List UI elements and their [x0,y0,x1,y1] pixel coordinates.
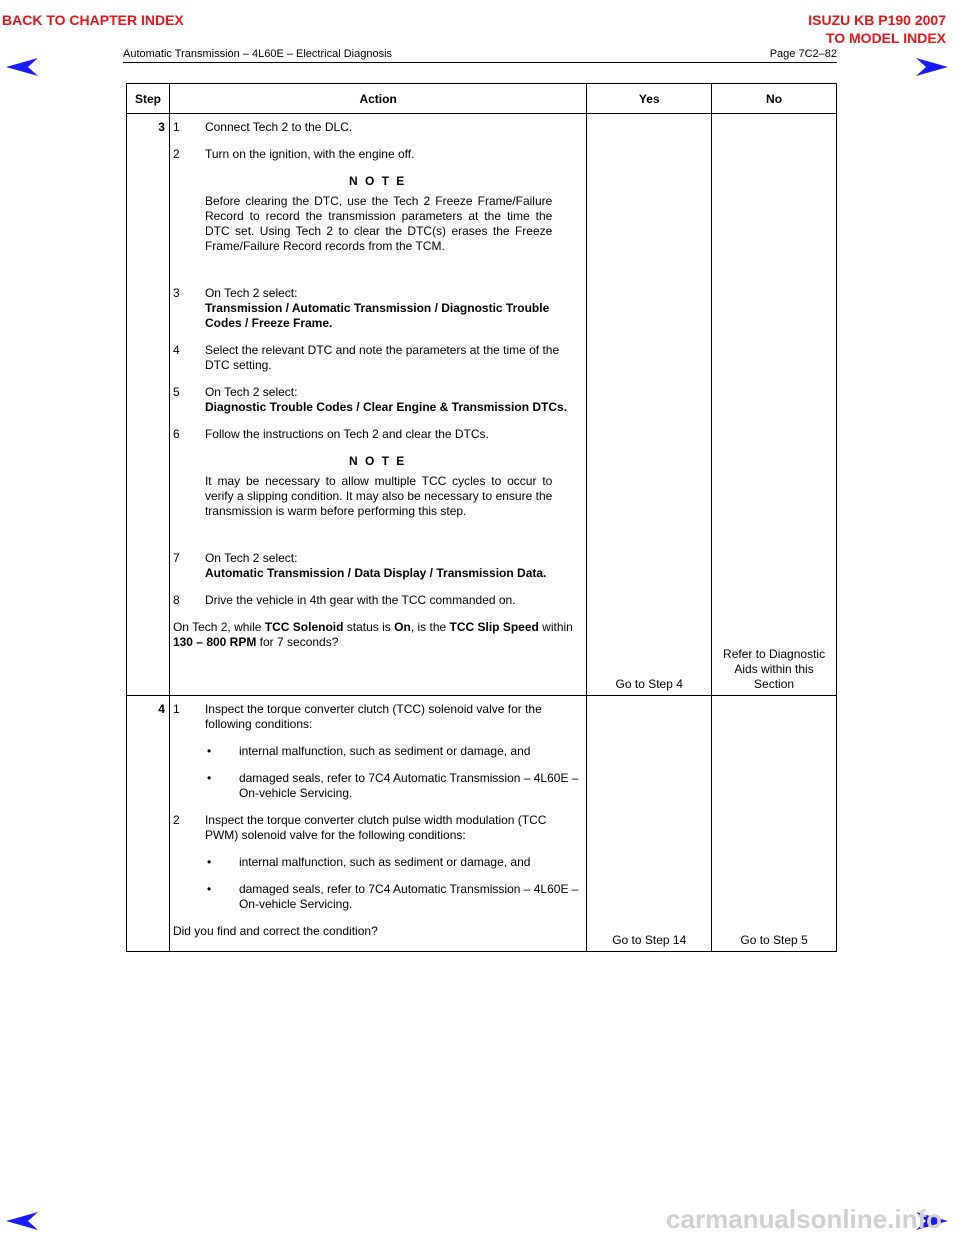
action-question: Did you find and correct the condition? [172,924,378,938]
action-item: 2 Inspect the torque converter clutch pulse width modulation (TCC PWM) solenoid valve for the following conditions: [172,813,547,842]
watermark: carmanualsonline.info [666,1204,942,1234]
bullet-item: • internal malfunction, such as sediment or damage, and [206,855,531,869]
page-number: Page 7C2–82 [769,48,837,60]
yes-result: Go to Step 14 [587,696,712,952]
action-item: 6 Follow the instructions on Tech 2 and clear the DTCs. [172,427,489,441]
document-header-title: Automatic Transmission – 4L60E – Electrical Diagnosis [123,48,393,60]
next-page-arrow-icon[interactable] [914,56,950,78]
bullet-item: • damaged seals, refer to 7C4 Automatic Transmission – 4L60E – On-vehicle Servicing. [206,771,579,800]
note-body: Before clearing the DTC, use the Tech 2 Freeze Frame/Failure Record to record the transmission parameters at the time the DTC set. Using Tech 2 to clear the DTC(s) erases the Freeze Frame/Failure Record records from the TCM. [204,194,553,253]
yes-result: Go to Step 4 [587,114,712,696]
action-item: 3 On Tech 2 select: Transmission / Automatic Transmission / Diagnostic Trouble Codes / Freeze Frame. [172,286,550,330]
model-title: ISUZU KB P190 2007 [808,12,946,28]
action-question: On Tech 2, while TCC Solenoid status is On, is the TCC Slip Speed within 130 – 800 RPM for 7 seconds? [172,620,573,649]
column-header-step: Step [127,84,170,114]
to-model-index-link[interactable]: TO MODEL INDEX [825,30,946,46]
no-result: Refer to Diagnostic Aids within this Section [712,114,837,696]
column-header-action: Action [169,84,586,114]
diagnostic-table [126,83,837,952]
action-item: 4 Select the relevant DTC and note the parameters at the time of the DTC setting. [172,343,560,372]
no-result: Go to Step 5 [712,696,837,952]
bullet-icon: • [206,771,212,785]
action-cell [169,114,586,696]
action-item: 5 On Tech 2 select: Diagnostic Trouble Codes / Clear Engine & Transmission DTCs. [172,385,568,414]
tech2-menu-path: Automatic Transmission / Data Display / Transmission Data. [204,566,547,580]
header-divider [123,62,837,63]
bullet-icon: • [206,744,212,758]
step-number: 4 [127,696,170,952]
action-item: 1 Connect Tech 2 to the DLC. [172,120,353,134]
note-title: N O T E [348,174,407,188]
note-title: N O T E [348,454,407,468]
previous-page-arrow-icon[interactable] [4,56,40,78]
table-header-row [127,84,837,114]
table-row-step-4 [127,696,837,952]
note-body: It may be necessary to allow multiple TCC cycles to occur to verify a slipping condition. It may also be necessary to ensure the transmission is warm before performing this step. [204,474,553,518]
column-header-yes: Yes [587,84,712,114]
back-to-chapter-index-link[interactable]: BACK TO CHAPTER INDEX [2,12,184,28]
action-item: 8 Drive the vehicle in 4th gear with the TCC commanded on. [172,593,516,607]
bullet-item: • damaged seals, refer to 7C4 Automatic Transmission – 4L60E – On-vehicle Servicing. [206,882,579,911]
column-header-no: No [712,84,837,114]
previous-page-arrow-icon[interactable] [4,1210,40,1232]
table-row-step-3 [127,114,837,696]
action-item: 1 Inspect the torque converter clutch (TCC) solenoid valve for the following conditions: [172,702,542,731]
bullet-item: • internal malfunction, such as sediment or damage, and [206,744,531,758]
action-item: 7 On Tech 2 select: Automatic Transmission / Data Display / Transmission Data. [172,551,547,580]
action-cell [169,696,586,952]
tech2-menu-path: Transmission / Automatic Transmission / Diagnostic Trouble Codes / Freeze Frame. [204,301,550,330]
bullet-icon: • [206,855,212,869]
step-number: 3 [127,114,170,696]
tech2-menu-path: Diagnostic Trouble Codes / Clear Engine & Transmission DTCs. [204,400,568,414]
action-item: 2 Turn on the ignition, with the engine off. [172,147,415,161]
bullet-icon: • [206,882,212,896]
